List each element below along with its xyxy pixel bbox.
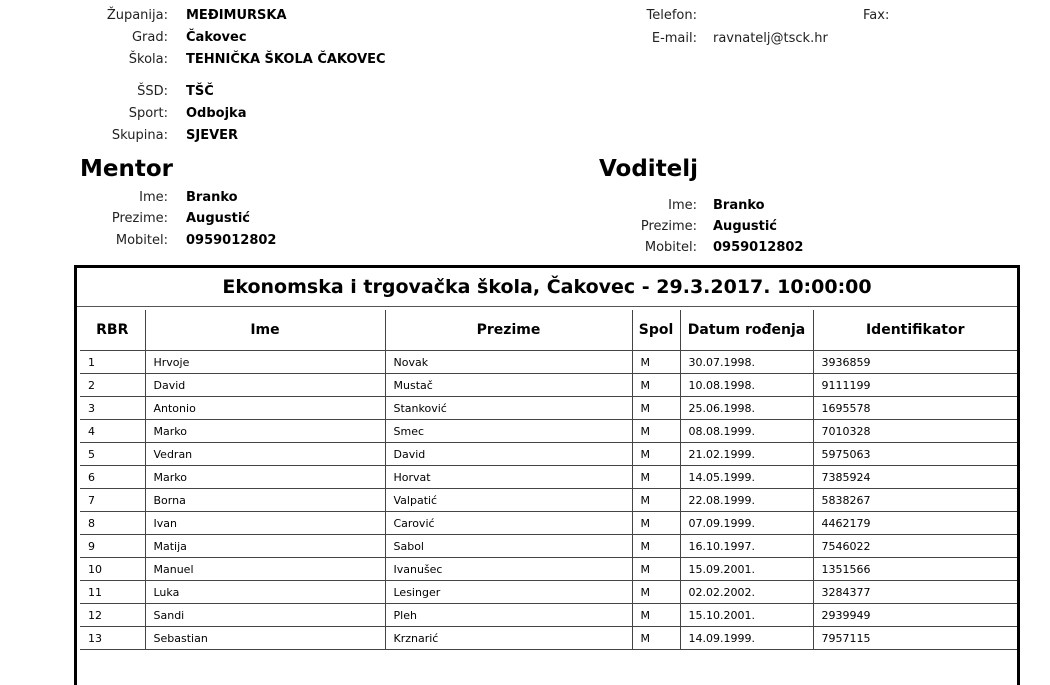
spol-cell: M	[632, 374, 680, 397]
datum-rodenja-cell: 08.08.1999.	[680, 420, 813, 443]
table-row	[80, 351, 1017, 374]
telefon-label: Telefon:	[646, 8, 697, 23]
column-header-ime: Ime	[145, 310, 385, 351]
identifikator-cell: 5975063	[813, 443, 1017, 466]
datum-rodenja-cell: 15.10.2001.	[680, 604, 813, 627]
column-header-rbr: RBR	[80, 310, 145, 351]
zupanija-value: MEĐIMURSKA	[186, 8, 287, 23]
mentor-mobitel-label: Mobitel:	[115, 233, 168, 248]
rbr-cell: 2	[80, 374, 145, 397]
grad-label: Grad:	[131, 30, 168, 45]
sport-label: Sport:	[128, 106, 168, 121]
column-header-spol: Spol	[632, 310, 680, 351]
column-header-prezime: Prezime	[385, 310, 632, 351]
spol-cell: M	[632, 466, 680, 489]
table-row	[80, 512, 1017, 535]
ime-cell: Sebastian	[145, 627, 385, 650]
datum-rodenja-cell: 14.05.1999.	[680, 466, 813, 489]
mentor-ime-value: Branko	[186, 190, 238, 205]
identifikator-cell: 2939949	[813, 604, 1017, 627]
identifikator-cell: 7385924	[813, 466, 1017, 489]
table-row	[80, 489, 1017, 512]
ime-cell: Ivan	[145, 512, 385, 535]
rbr-cell: 6	[80, 466, 145, 489]
ime-cell: Marko	[145, 466, 385, 489]
prezime-cell: Mustač	[385, 374, 632, 397]
datum-rodenja-cell: 15.09.2001.	[680, 558, 813, 581]
rbr-cell: 5	[80, 443, 145, 466]
identifikator-cell: 5838267	[813, 489, 1017, 512]
datum-rodenja-cell: 07.09.1999.	[680, 512, 813, 535]
roster-body	[80, 351, 1017, 650]
table-row	[80, 581, 1017, 604]
prezime-cell: Carović	[385, 512, 632, 535]
prezime-cell: Valpatić	[385, 489, 632, 512]
rbr-cell: 13	[80, 627, 145, 650]
ime-cell: Vedran	[145, 443, 385, 466]
skupina-value: SJEVER	[186, 128, 239, 143]
ime-cell: Hrvoje	[145, 351, 385, 374]
ime-cell: Antonio	[145, 397, 385, 420]
mentor-prezime-value: Augustić	[186, 211, 250, 226]
mentor-mobitel-value: 0959012802	[186, 233, 277, 248]
skola-label: Škola:	[128, 52, 168, 67]
fax-label: Fax:	[863, 8, 890, 23]
rbr-cell: 12	[80, 604, 145, 627]
ime-cell: Matija	[145, 535, 385, 558]
spol-cell: M	[632, 581, 680, 604]
spol-cell: M	[632, 351, 680, 374]
datum-rodenja-cell: 25.06.1998.	[680, 397, 813, 420]
rbr-cell: 3	[80, 397, 145, 420]
prezime-cell: Stanković	[385, 397, 632, 420]
mentor-prezime-label: Prezime:	[111, 211, 168, 226]
grad-value: Čakovec	[186, 30, 247, 45]
skupina-label: Skupina:	[111, 128, 168, 143]
datum-rodenja-cell: 21.02.1999.	[680, 443, 813, 466]
voditelj-prezime-value: Augustić	[713, 219, 777, 234]
prezime-cell: David	[385, 443, 632, 466]
voditelj-ime-label: Ime:	[668, 198, 697, 213]
ime-cell: David	[145, 374, 385, 397]
datum-rodenja-cell: 16.10.1997.	[680, 535, 813, 558]
column-header-datum-rodenja: Datum rođenja	[680, 310, 813, 351]
zupanija-label: Županija:	[106, 8, 168, 23]
rbr-cell: 9	[80, 535, 145, 558]
prezime-cell: Sabol	[385, 535, 632, 558]
table-row	[80, 604, 1017, 627]
identifikator-cell: 9111199	[813, 374, 1017, 397]
rbr-cell: 4	[80, 420, 145, 443]
table-row	[80, 535, 1017, 558]
prezime-cell: Krznarić	[385, 627, 632, 650]
ime-cell: Marko	[145, 420, 385, 443]
roster-table	[80, 310, 1017, 650]
table-row	[80, 397, 1017, 420]
roster-panel	[74, 265, 1020, 685]
prezime-cell: Novak	[385, 351, 632, 374]
rbr-cell: 1	[80, 351, 145, 374]
spol-cell: M	[632, 558, 680, 581]
datum-rodenja-cell: 02.02.2002.	[680, 581, 813, 604]
prezime-cell: Pleh	[385, 604, 632, 627]
spol-cell: M	[632, 443, 680, 466]
spol-cell: M	[632, 512, 680, 535]
voditelj-mobitel-label: Mobitel:	[644, 240, 697, 255]
email-value: ravnatelj@tsck.hr	[713, 31, 828, 46]
ssd-label: ŠSD:	[137, 84, 168, 99]
table-row	[80, 627, 1017, 650]
spol-cell: M	[632, 397, 680, 420]
skola-value: TEHNIČKA ŠKOLA ČAKOVEC	[186, 52, 386, 67]
spol-cell: M	[632, 420, 680, 443]
mentor-ime-label: Ime:	[139, 190, 168, 205]
prezime-cell: Horvat	[385, 466, 632, 489]
identifikator-cell: 4462179	[813, 512, 1017, 535]
spol-cell: M	[632, 627, 680, 650]
table-row	[80, 443, 1017, 466]
identifikator-cell: 3284377	[813, 581, 1017, 604]
identifikator-cell: 3936859	[813, 351, 1017, 374]
table-row	[80, 420, 1017, 443]
table-row	[80, 374, 1017, 397]
identifikator-cell: 7957115	[813, 627, 1017, 650]
datum-rodenja-cell: 22.08.1999.	[680, 489, 813, 512]
table-row	[80, 558, 1017, 581]
prezime-cell: Ivanušec	[385, 558, 632, 581]
email-label: E-mail:	[651, 31, 697, 46]
identifikator-cell: 1351566	[813, 558, 1017, 581]
ime-cell: Borna	[145, 489, 385, 512]
ime-cell: Luka	[145, 581, 385, 604]
ssd-value: TŠČ	[186, 84, 214, 99]
roster-header-row	[80, 310, 1017, 351]
column-header-identifikator: Identifikator	[813, 310, 1017, 351]
prezime-cell: Lesinger	[385, 581, 632, 604]
rbr-cell: 8	[80, 512, 145, 535]
mentor-heading: Mentor	[80, 156, 173, 182]
voditelj-prezime-label: Prezime:	[640, 219, 697, 234]
ime-cell: Manuel	[145, 558, 385, 581]
identifikator-cell: 1695578	[813, 397, 1017, 420]
voditelj-ime-value: Branko	[713, 198, 765, 213]
rbr-cell: 11	[80, 581, 145, 604]
rbr-cell: 10	[80, 558, 145, 581]
roster-title: Ekonomska i trgovačka škola, Čakovec - 29.3.2017. 10:00:00	[77, 268, 1017, 307]
spol-cell: M	[632, 535, 680, 558]
spol-cell: M	[632, 489, 680, 512]
prezime-cell: Smec	[385, 420, 632, 443]
voditelj-mobitel-value: 0959012802	[713, 240, 804, 255]
datum-rodenja-cell: 30.07.1998.	[680, 351, 813, 374]
identifikator-cell: 7010328	[813, 420, 1017, 443]
identifikator-cell: 7546022	[813, 535, 1017, 558]
datum-rodenja-cell: 10.08.1998.	[680, 374, 813, 397]
spol-cell: M	[632, 604, 680, 627]
rbr-cell: 7	[80, 489, 145, 512]
datum-rodenja-cell: 14.09.1999.	[680, 627, 813, 650]
voditelj-heading: Voditelj	[599, 156, 699, 182]
sport-value: Odbojka	[186, 106, 247, 121]
ime-cell: Sandi	[145, 604, 385, 627]
table-row	[80, 466, 1017, 489]
